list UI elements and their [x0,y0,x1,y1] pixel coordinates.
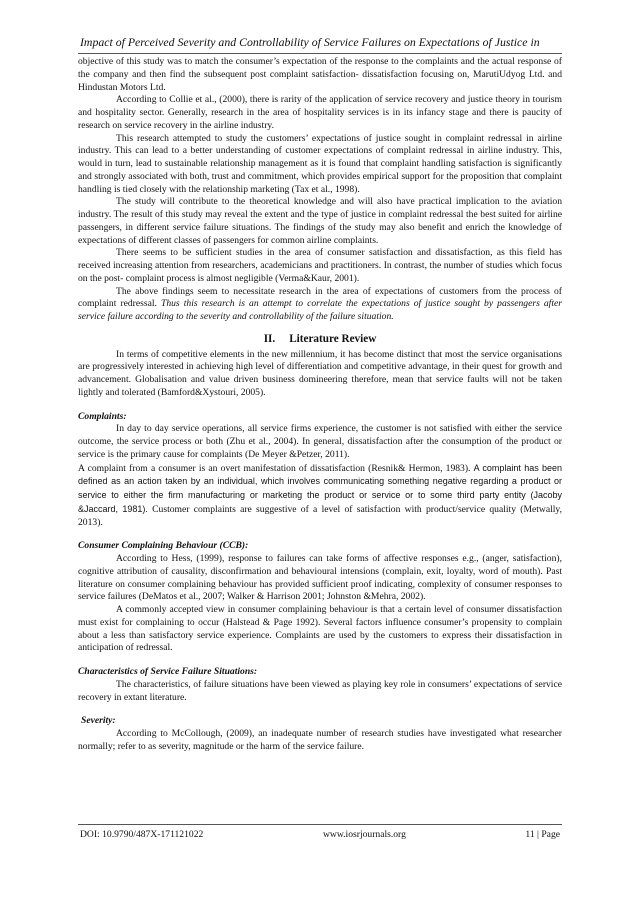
paragraph-text: The above findings seem to necessitate research in the area of expectations of customers from the process of complaint redressal. [78,285,562,310]
footer-website: www.iosrjournals.org [323,829,406,840]
paragraph: A commonly accepted view in consumer complaining behaviour is that a certain level of consumer dissatisfaction must exist for complaining to occur (Halstead & Page 1992). Several factors influence consumer’s propensity to complain about a less than satisfactory service experience. Complaints are used by the customers to express their dissatisfaction in anticipation of redressal. [78,604,562,654]
emphasis-text: Thus this research is an attempt to correlate the expectations of justice sought by passengers after service failure according to the severity and controllability of the failure situation. [78,298,562,322]
paragraph: There seems to be sufficient studies in the area of consumer satisfaction and dissatisfaction, as this field has received increasing attention from researchers, academicians and practitioners. In contrast, the number of studies which focus on the post- complaint process is almost negligible (Verma&Kaur, 2001). [78,247,562,284]
header-rule [78,53,562,54]
paragraph: According to Collie et al., (2000), there is rarity of the application of service recovery and justice theory in tourism and hospitality sector. Generally, research in the area of hospitality services is in its infancy stage and there is paucity of research on service recovery in the airline industry. [78,94,562,131]
running-header: Impact of Perceived Severity and Controllability of Service Failures on Expectations of Justice in [80,35,540,49]
paragraph [78,462,562,530]
paragraph-text: Customer complaints are suggestive of a level of satisfaction with product/service quality (Metwally, 2013). [78,503,563,528]
paragraph: In day to day service operations, all service firms experience, the customer is not satisfied with either the service outcome, the service process or both (Zhu et al., 2004). In general, dissatisfaction after the consumption of the product or service is the primary cause for complaints (De Meyer &Petzer, 2011). [78,423,562,460]
paragraph: The study will contribute to the theoretical knowledge and will also have practical implication to the aviation industry. The result of this study may reveal the extent and the type of justice in complaint redressal the best suited for airline passengers, in different service failure situations. The findings of the study may also benefit and enrich the knowledge of expectations of different classes of passengers for common airline complaints. [78,196,562,246]
footer-doi: DOI: 10.9790/487X-171121022 [80,829,204,840]
subheading-ccb: Consumer Complaining Behaviour (CCB): [78,540,249,552]
section-title: Literature Review [289,332,377,345]
paragraph: The characteristics, of failure situations have been viewed as playing key role in consumers’ expectations of service recovery in extant literature. [78,678,562,703]
footer-rule [78,824,562,825]
paragraph: This research attempted to study the customers’ expectations of justice sought in complaint redressal in airline industry. This can lead to a better understanding of customer expectations of complaint redressal in airline industry. This, would in turn, lead to sustainable relationship management as it is found that complaint handling satisfaction is significantly and strongly associated with both, trust and commitment, which provides empirical support for the proposition that complaint handling is tied closely with the relationship marketing (Tax et al., 1998). [78,132,562,195]
footer-page-number: 11 | Page [525,829,560,840]
article-body [78,56,562,754]
paragraph-text: A complaint from a consumer is an overt manifestation of dissatisfaction (Resnik& Hermon, 1983). [78,462,474,474]
paragraph [78,286,562,324]
sans-text: A complaint has been defined as an action taken by an individual, which involves communicating something negative regarding a product or service to either the firm manufacturing or marketing the product or service or to some third party entity (Jacoby &Jaccard, 1981). [78,462,562,514]
paragraph: According to McCollough, (2009), an inadequate number of research studies have investigated what researcher normally; refer to as severity, magnitude or the harm of the service failure. [78,728,562,752]
subheading-severity: Severity: [81,715,116,727]
paragraph: In terms of competitive elements in the new millennium, it has become distinct that most the service organisations are progressively interested in achieving high level of differentiation and competitive advantage, in their quest for growth and advancement. Globalisation and value driven business domineering therefore, mean that service faults will not be taken lightly and tolerated (Bamford&Xystouri, 2005). [78,348,562,398]
subheading-complaints: Complaints: [78,410,127,422]
subheading-characteristics: Characteristics of Service Failure Situations: [78,666,258,677]
section-number: II. [263,332,276,345]
paragraph: According to Hess, (1999), response to failures can take forms of affective responses e.g., (anger, satisfaction), cognitive attribution of causality, disconfirmation and behavioural intensions (complain, exit, loyalty, word of mouth). Past literature on consumer complaining behaviour has provided sufficient proof indicating, complexity of consumer responses to service failures (DeMatos et al., 2007; Walker & Harrison 2001; Johnston &Mehra, 2002). [78,553,562,603]
section-heading [78,333,562,346]
paragraph: objective of this study was to match the consumer’s expectation of the response to the complaints and the actual response of the company and then find the subsequent post complaint satisfaction- dissatisfaction focusing on, MarutiUdyog Ltd. and Hindustan Motors Ltd. [78,56,562,93]
